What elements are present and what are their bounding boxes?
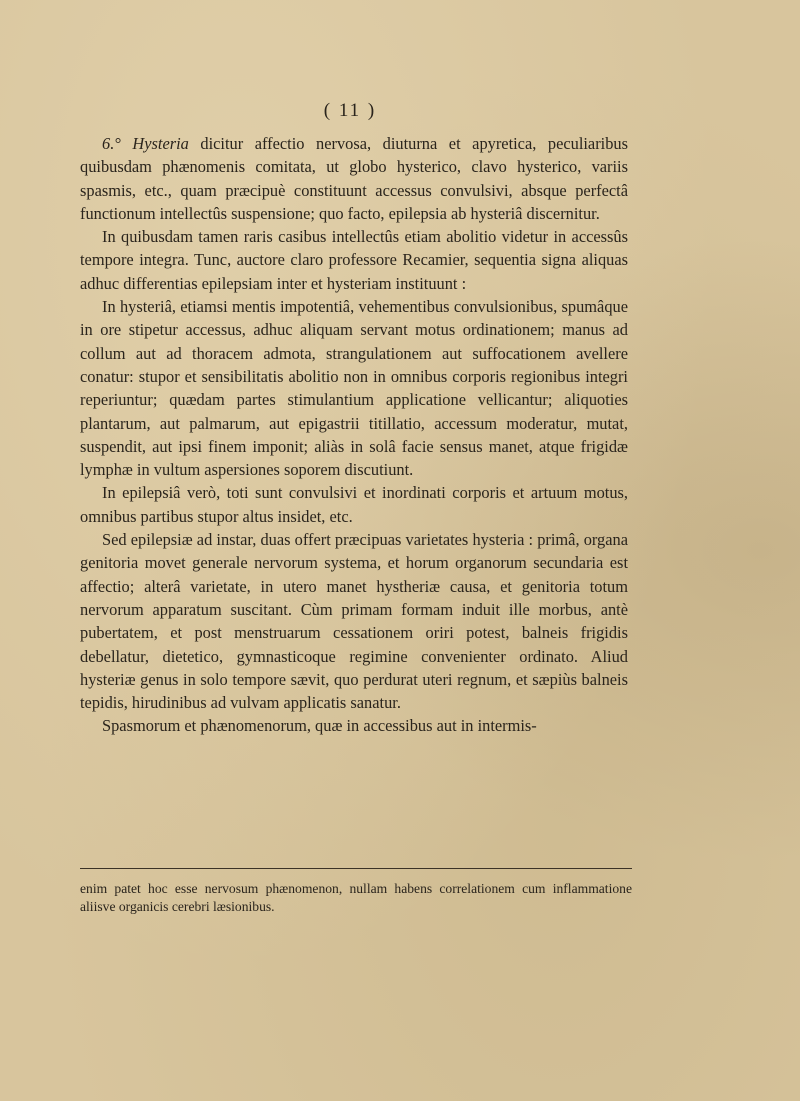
paragraph-text: dicitur affectio nervosa, diuturna et apyretica, peculiaribus quibusdam phænomenis comitata, ut globo hysterico, clavo hysterico, variis spasmis, etc., quam præcipuè constituunt accessus convulsivi, absque perfectâ functionum intellectûs suspensione; quo facto, epilepsia ab hysteriâ discernitur. — [80, 134, 628, 223]
paragraph-in-hysteria: In hysteriâ, etiamsi mentis impotentiâ, vehementibus convulsionibus, spumâque in ore stipetur accessus, adhuc aliquam servant motus ordinationem; manus ad collum aut ad thoracem admota, strangulationem aut suffocationem avellere conatur: stupor et sensibilitatis abolitio non in omnibus corporis regionibus integri reperiuntur; quædam partes stimulantium applicatione vellicantur; aliquoties plantarum, aut palmarum, aut epigastrii titillatio, accessum moderatur, mutat, suspendit, aut ipsi finem imponit; aliàs in solâ facie sensus manet, atque frigidæ lymphæ in vultum aspersiones soporem discutiunt. — [80, 297, 628, 480]
paragraph-lead: 6.° Hysteria — [102, 134, 189, 153]
footnote — [80, 880, 632, 916]
footnote-text: enim patet hoc esse nervosum phænomenon, nullam habens correlationem cum inflammatione aliisve organicis cerebri læsionibus. — [80, 881, 632, 914]
footnote-divider — [80, 868, 632, 869]
paragraph-spasmorum: Spasmorum et phænomenorum, quæ in accessibus aut in intermis- — [102, 716, 537, 736]
main-text — [80, 132, 628, 738]
paragraph-in-epilepsia: In epilepsiâ verò, toti sunt convulsivi et inordinati corporis et artuum motus, omnibus partibus stupor altus insidet, etc. — [80, 483, 628, 526]
paragraph-hysteria-definition — [80, 132, 628, 225]
page-number: ( 11 ) — [323, 100, 377, 121]
paragraph-rare-cases: In quibusdam tamen raris casibus intellectûs etiam abolitio videtur in accessûs tempore integra. Tunc, auctore claro professore Recamier, sequentia signa aliquas adhuc differentias epilepsiam inter et hysteriam instituunt : — [80, 227, 628, 293]
paragraph-varieties: Sed epilepsiæ ad instar, duas offert præcipuas varietates hysteria : primâ, organa genitoria movet generale nervorum systema, et horum organorum secundaria est affectio; alterâ varietate, in utero manet hystheriæ causa, et genitoria totum nervorum apparatum suscitant. Cùm primam formam induit ille morbus, antè pubertatem, et post menstruarum cessationem oriri potest, balneis frigidis debellatur, dietetico, gymnasticoque regimine convenienter ordinato. Aliud hysteriæ genus in solo tempore sævit, quo perdurat uteri regnum, et sæpiùs balneis tepidis, hirudinibus ad vulvam applicatis sanatur. — [80, 530, 628, 713]
